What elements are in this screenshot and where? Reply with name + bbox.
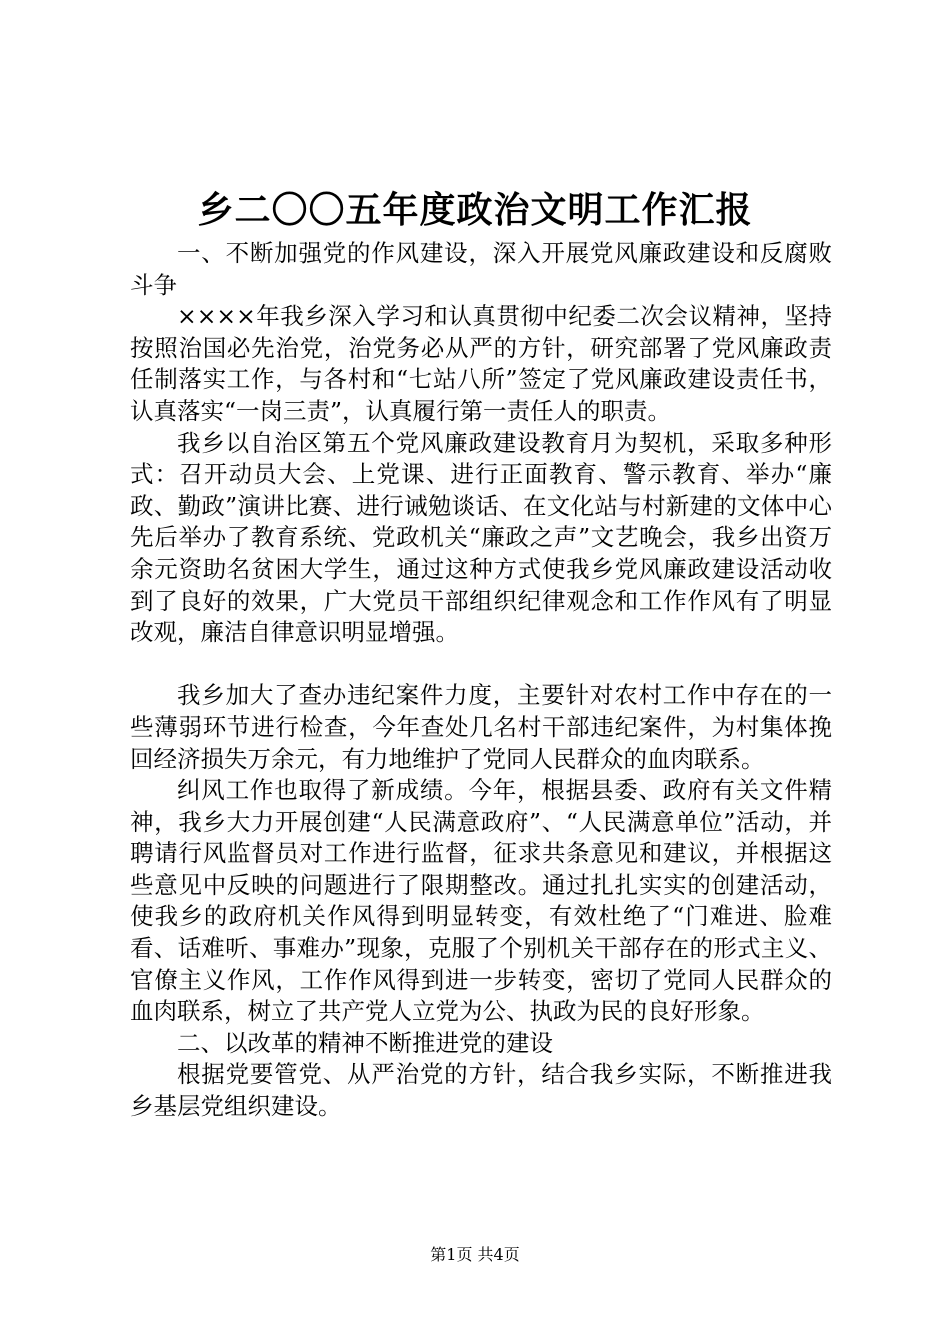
section-heading-1: 一、不断加强党的作风建设，深入开展党风廉政建设和反腐败斗争 [130,239,832,299]
body-paragraph: 我乡以自治区第五个党风廉政建设教育月为契机，采取多种形式：召开动员大会、上党课、进行正面教育、警示教育、举办“廉政、勤政”演讲比赛、进行诫勉谈话、在文化站与村新建的文体中心先后举办了教育系统、党政机关“廉政之声”文艺晚会，我乡出资万余元资助名贫困大学生，通过这种方式使我乡党风廉政建设活动收到了良好的效果，广大党员干部组织纪律观念和工作作风有了明显改观，廉洁自律意识明显增强。 [130,428,832,647]
body-paragraph: 根据党要管党、从严治党的方针，结合我乡实际，不断推进我乡基层党组织建设。 [130,1060,832,1121]
document-body [130,238,832,1123]
document-title: 乡二〇〇五年度政治文明工作汇报 [197,189,753,231]
section-heading-2: 二、以改革的精神不断推进党的建设 [177,1028,553,1057]
body-paragraph: ××××年我乡深入学习和认真贯彻中纪委二次会议精神，坚持按照治国必先治党，治党务必从严的方针，研究部署了党风廉政责任制落实工作，与各村和“七站八所”签定了党风廉政建设责任书，认真落实“一岗三责”，认真履行第一责任人的职责。 [130,302,832,425]
page-footer: 第1页 共4页 [430,1245,520,1264]
body-paragraph: 我乡加大了查办违纪案件力度，主要针对农村工作中存在的一些薄弱环节进行检查，今年查处几名村干部违纪案件，为村集体挽回经济损失万余元，有力地维护了党同人民群众的血肉联系。 [130,681,832,773]
body-paragraph: 纠风工作也取得了新成绩。今年，根据县委、政府有关文件精神，我乡大力开展创建“人民满意政府”、“人民满意单位”活动，并聘请行风监督员对工作进行监督，征求共条意见和建议，并根据这些意见中反映的问题进行了限期整改。通过扎扎实实的创建活动，使我乡的政府机关作风得到明显转变，有效杜绝了“门难进、脸难看、话难听、事难办”现象，克服了个别机关干部存在的形式主义、官僚主义作风，工作作风得到进一步转变，密切了党同人民群众的血肉联系，树立了共产党人立党为公、执政为民的良好形象。 [130,776,832,1026]
